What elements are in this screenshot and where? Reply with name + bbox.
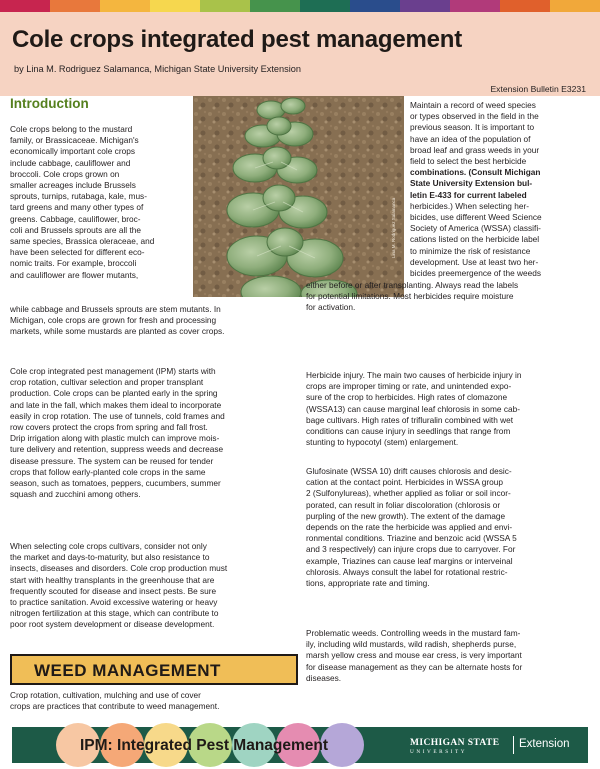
header [0,12,600,96]
text-line: Glufosinate (WSSA 10) drift causes chlorosis and desic- [306,466,512,476]
text-line: sure of the crop to herbicides. High rates of clomazone [306,392,508,403]
text-line: start with healthy transplants in the greenhouse that are [10,574,215,585]
text-line: conditions can cause injury in seedlings that range from [306,426,511,437]
text-line: bage cultivars. High rates of trifluralin combined with wet [306,414,514,425]
stripe-segment [0,0,50,12]
text-line: previous season. It is important to [410,122,535,133]
weed-paragraph [10,690,300,712]
stripe-segment [350,0,400,12]
text-line: Michigan, cole crops are grown for fresh and processing [10,315,217,326]
text-line: chlorosis. Always consult the label for rotational restric- [306,566,508,577]
text-line: either before or after transplanting. Always read the labels [306,280,519,290]
text-line: ture delivery and retention, suppress weeds and decrease [10,444,224,455]
text-line: frequently scouted for disease and insect pests. Be sure [10,585,217,596]
stripe-segment [50,0,100,12]
text-line: letin E-433 for current labeled [410,189,527,200]
text-line: Cole crops belong to the mustard [10,124,133,134]
weed-management-heading: WEED MANAGEMENT [34,661,221,680]
weed-management-banner [10,654,298,685]
text-line: Maintain a record of weed species [410,100,536,110]
text-line: markets, while some mustards are planted as cover crops. [10,326,225,337]
text-line: crops are practices that contribute to weed management. [10,701,220,712]
text-line: ily, including wild mustards, wild radish, shepherds purse, [306,639,517,650]
text-line: bicides preemergence of the weeds [410,268,541,279]
right-paragraph-1 [410,100,592,279]
text-line: diseases. [306,672,342,683]
text-line: crops are improper timing or rate, and unintended expo- [306,381,512,392]
page-title: Cole crops integrated pest management [12,26,463,53]
footer [12,727,588,763]
intro-paragraph-1-continued [10,304,300,338]
text-line: cations listed on the herbicide label [410,234,540,245]
text-line: easily in crop rotation. The use of tunnels, cold frames and [10,410,225,421]
text-line: to minimize the risk of resistance [410,245,531,256]
text-line: cation at the contact point. Herbicides in WSSA group [306,477,503,488]
text-line: economically important cole crops [10,146,135,157]
stripe-segment [100,0,150,12]
ipm-label: IPM: Integrated Pest Management [80,737,329,754]
stripe-segment [250,0,300,12]
text-line: ronmental conditions. Triazine and benzoic acid (WSSA 5 [306,533,517,544]
stripe-segment [200,0,250,12]
right-paragraph-1-continued [306,280,594,314]
text-line: stunting to hypocotyl (stem) enlargement. [306,437,459,448]
text-line: and cauliflower are flower mutants, [10,269,139,280]
text-line: bicides, use different Weed Science [410,212,542,223]
text-line: crops that follow early-planted cole crops in the same [10,466,206,477]
color-stripe [0,0,600,12]
text-line: the market and days-to-maturity, but also resistance to [10,552,210,563]
text-line: while cabbage and Brussels sprouts are stem mutants. In [10,304,221,314]
msu-logo-name: MICHIGAN STATE [410,738,500,748]
text-line: smaller acreages include Brussels [10,180,136,191]
text-line: broad leaf and grass weeds in your [410,144,540,155]
extension-label: Extension [519,738,570,750]
bulletin-number: Extension Bulletin E3231 [490,84,586,94]
text-line: have been selected for different eco- [10,247,145,258]
text-line: for potential limitations. Most herbicides require moisture [306,291,514,302]
text-line: herbicides.) When selecting her- [410,200,529,211]
text-line: marsh yellow cress and mouse ear cress, is very important [306,650,522,661]
text-line: or types observed in the field in the [410,111,539,122]
stripe-segment [150,0,200,12]
text-line: Drip irrigation along with plastic mulch can improve mois- [10,433,220,444]
text-line: nitrogen fertilization at this stage, which can contribute to [10,608,219,619]
text-line: Crop rotation, cultivation, mulching and use of cover [10,690,201,700]
text-line: (WSSA13) can cause marginal leaf chlorosis in some cab- [306,403,520,414]
text-line: for activation. [306,302,356,313]
text-line: squash and zucchini among others. [10,489,141,500]
photo-credit: Lina M. Rodriguez Salamanca [391,197,396,258]
text-line: combinations. (Consult Michigan [410,167,541,178]
logo-divider [513,736,514,754]
text-line: same species, Brassica oleraceae, and [10,236,155,247]
text-line: and late in the fall, which makes them ideal to incorporate [10,399,222,410]
text-line: 2 (Sulfonylureas), whether applied as foliar or soil incor- [306,488,511,499]
text-line: depends on the rate the herbicide was applied and envi- [306,522,513,533]
text-line: broccoli. Cole crops grown on [10,168,120,179]
text-line: Cole crop integrated pest management (IPM) starts with [10,366,216,376]
seedlings-illustration [193,96,404,297]
text-line: coli and Brussels sprouts are all the [10,224,141,235]
stripe-segment [500,0,550,12]
text-line: family, or Brassicaceae. Michigan's [10,135,139,146]
intro-heading: Introduction [10,96,89,111]
cole-crop-seedlings-photo [193,96,404,297]
text-line: Herbicide injury. The main two causes of herbicide injury in [306,370,522,380]
text-line: to practice sanitation. Avoid excessive watering or heavy [10,597,218,608]
text-line: have an idea of the population of [410,133,531,144]
intro-paragraph-3 [10,541,300,631]
stripe-segment [550,0,600,12]
intro-paragraph-2 [10,366,300,500]
text-line: purpling of the new growth). The extent of the damage [306,510,506,521]
text-line: example, Triazines can cause leaf margins or interveinal [306,555,513,566]
text-line: poor root system development or disease development. [10,619,215,630]
stripe-segment [300,0,350,12]
text-line: for disease management as they can be alternate hosts for [306,661,523,672]
text-line: season, such as tomatoes, peppers, cucumbers, summer [10,478,221,489]
text-line: crop rotation, cultivar selection and proper transplant [10,377,204,388]
stripe-segment [400,0,450,12]
text-line: row covers protect the crops from spring and fall frost. [10,422,208,433]
text-line: sprouts, turnips, rutabaga, kale, mus- [10,191,147,202]
text-line: When selecting cole crops cultivars, consider not only [10,541,207,551]
intro-paragraph-1 [10,124,192,281]
text-line: include cabbage, cauliflower and [10,157,131,168]
text-line: production. Cole crops can be planted early in the spring [10,388,218,399]
text-line: tions, appropriate rate and timing. [306,578,430,589]
text-line: greens. Cabbage, cauliflower, broc- [10,213,141,224]
text-line: and 3 respectively) can injure crops due to carryover. For [306,544,516,555]
text-line: insects, diseases and disorders. Cole crop production must [10,563,228,574]
text-line: Society of America (WSSA) classifi- [410,223,541,234]
text-line: development. Use at least two her- [410,256,539,267]
text-line: nomic traits. For example, broccoli [10,258,137,269]
herbicide-injury-paragraph [306,370,594,448]
text-line: porated, can result in foliar discoloration (chlorosis or [306,499,501,510]
stripe-segment [450,0,500,12]
text-line: Problematic weeds. Controlling weeds in the mustard fam- [306,628,521,638]
text-line: tard greens and many other types of [10,202,144,213]
text-line: disease pressure. The system can be reused for tender [10,455,214,466]
text-line: State University Extension bul- [410,178,533,189]
problematic-weeds-paragraph [306,628,594,684]
msu-logo-university: UNIVERSITY [410,749,468,755]
byline: by Lina M. Rodriguez Salamanca, Michigan State University Extension [14,64,301,74]
glufosinate-paragraph [306,466,594,589]
text-line: field to select the best herbicide [410,156,527,167]
